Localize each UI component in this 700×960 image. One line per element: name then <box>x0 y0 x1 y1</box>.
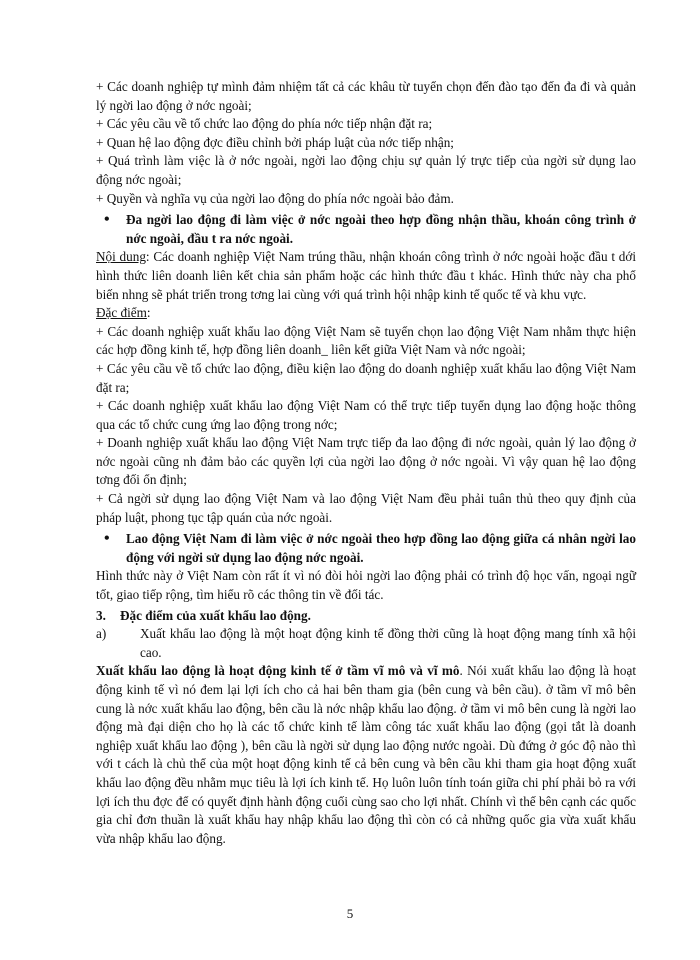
list-item: + Các yêu cầu về tổ chức lao động do phía nớc tiếp nhận đặt ra; <box>96 116 433 132</box>
subsection-label: a) <box>96 626 107 642</box>
list-item: + Các yêu cầu về tổ chức lao động, điều kiện lao động do doanh nghiệp xuất khẩu lao động Việt Nam đặt ra; <box>96 360 636 395</box>
list-item: + Các doanh nghiệp xuất khẩu lao động Việt Nam có thể trực tiếp tuyển dụng lao động hoặc thông qua các tổ chức cung ứng lao động trong nớc; <box>96 398 636 432</box>
content-paragraph <box>96 248 636 304</box>
section-heading <box>96 607 636 626</box>
section-title: Đặc điểm của xuất khẩu lao động. <box>120 607 311 623</box>
features-label-line: Đặc điểm: <box>96 305 151 321</box>
list-item: + Doanh nghiệp xuất khẩu lao động Việt Nam trực tiếp đa lao động đi nớc ngoài, quản lý lao động ở nớc ngoài cũng nh đảm bảo các quyền lợi của ngời lao động ở nớc ngoài. Vì vậy quan hệ lao động tơng đối ổn định; <box>96 435 636 488</box>
bullet-heading <box>96 530 636 567</box>
paragraph-lead: Xuất khẩu lao động là hoạt động kinh tế ở tầm vĩ mô và vĩ mô <box>96 663 460 679</box>
bullet-text: Lao động Việt Nam đi làm việc ở nớc ngoài theo hợp đồng lao động giữa cá nhân ngời lao động với ngời sử dụng lao động nớc ngoài. <box>126 531 636 565</box>
paragraph <box>96 662 636 848</box>
dacdiem-label: Đặc điểm <box>96 305 147 321</box>
subsection-a <box>96 625 636 662</box>
section-number: 3. <box>96 607 106 623</box>
bullet-text: Đa ngời lao động đi làm việc ở nớc ngoài theo hợp đồng nhận thầu, khoán công trình ở nớc ngoài, đầu t ra nớc ngoài. <box>126 212 636 246</box>
list-item: + Các doanh nghiệp xuất khẩu lao động Việt Nam sẽ tuyển chọn lao động Việt Nam nhằm thực hiện các hợp đồng kinh tế, hợp đồng liên doanh_ liên kết giữa Việt Nam và nớc ngoài; <box>96 323 636 358</box>
bullet-heading <box>96 211 636 248</box>
bullet-icon: • <box>104 530 110 548</box>
noidung-text: : Các doanh nghiệp Việt Nam trúng thầu, nhận khoán công trình ở nớc ngoài hoặc đầu t dới hình thức liên doanh liên kết chia sản phẩm hoặc các hình thức đầu t khác. Hình thức này cha phổ biến nhng sẽ phát triển trong tơng lai cùng với quá trình hội nhập kinh tế quốc tế và khu vực. <box>96 249 636 302</box>
list-item: + Quyền và nghĩa vụ của ngời lao động do phía nớc ngoài bảo đảm. <box>96 190 454 206</box>
noidung-label: Nội dung <box>96 249 146 265</box>
list-item: + Cả ngời sử dụng lao động Việt Nam và lao động Việt Nam đều phải tuân thủ theo quy định của pháp luật, phong tục tập quán của nớc ngoài. <box>96 491 636 525</box>
list-item: + Các doanh nghiệp tự mình đảm nhiệm tất cả các khâu từ tuyển chọn đến đào tạo đến đa đi và quản lý ngời lao động ở nớc ngoài; <box>96 79 636 113</box>
subsection-text: Xuất khẩu lao động là một hoạt động kinh tế đồng thời cũng là hoạt động mang tính xã hội cao. <box>140 626 636 660</box>
document-page <box>96 78 636 848</box>
list-item: + Quá trình làm việc là ở nớc ngoài, ngời lao động chịu sự quản lý trực tiếp của ngời sử dụng lao động nớc ngoài; <box>96 153 636 187</box>
paragraph-body: . Nói xuất khẩu lao động là hoạt động kinh tế vì nó đem lại lợi ích cho cả hai bên tham gia (bên cung và bên cầu). ở tầm vĩ mô bên cung là nớc xuất khẩu lao động, bên cầu là nớc nhập khẩu lao động. ở tầm vi mô bên cung là ngời lao động mà đại diện cho họ là các tổ chức kinh tế làm công tác xuất khẩu lao động (gọi tắt là doanh nghiệp xuất khẩu lao động ), bên cầu là ngời sử dụng lao động nước ngoài. Dù đứng ở góc độ nào thì với t cách là chủ thể của một hoạt động kinh tế cả bên cung và bên cầu khi tham gia hoạt động xuất khẩu lao động đều nhằm mục tiêu là lợi ích kinh tế. Họ luôn luôn tính toán giữa chi phí phải bỏ ra với lợi ích thu đợc để có quyết định hành động cuối cùng sao cho lợi nhất. Chính vì thế bên cạnh các quốc gia chỉ đơn thuần là xuất khẩu hay nhập khẩu lao động thì còn có cả những quốc gia vừa xuất khẩu vừa nhập khẩu lao động. <box>96 663 636 846</box>
paragraph: Hình thức này ở Việt Nam còn rất ít vì nó đòi hỏi ngời lao động phải có trình độ học vấn, ngoại ngữ tốt, giao tiếp rộng, tìm hiểu rõ các thông tin về đối tác. <box>96 568 636 603</box>
bullet-icon: • <box>104 211 110 229</box>
list-item: + Quan hệ lao động đợc điều chỉnh bởi pháp luật của nớc tiếp nhận; <box>96 134 454 150</box>
page-number: 5 <box>346 906 354 921</box>
